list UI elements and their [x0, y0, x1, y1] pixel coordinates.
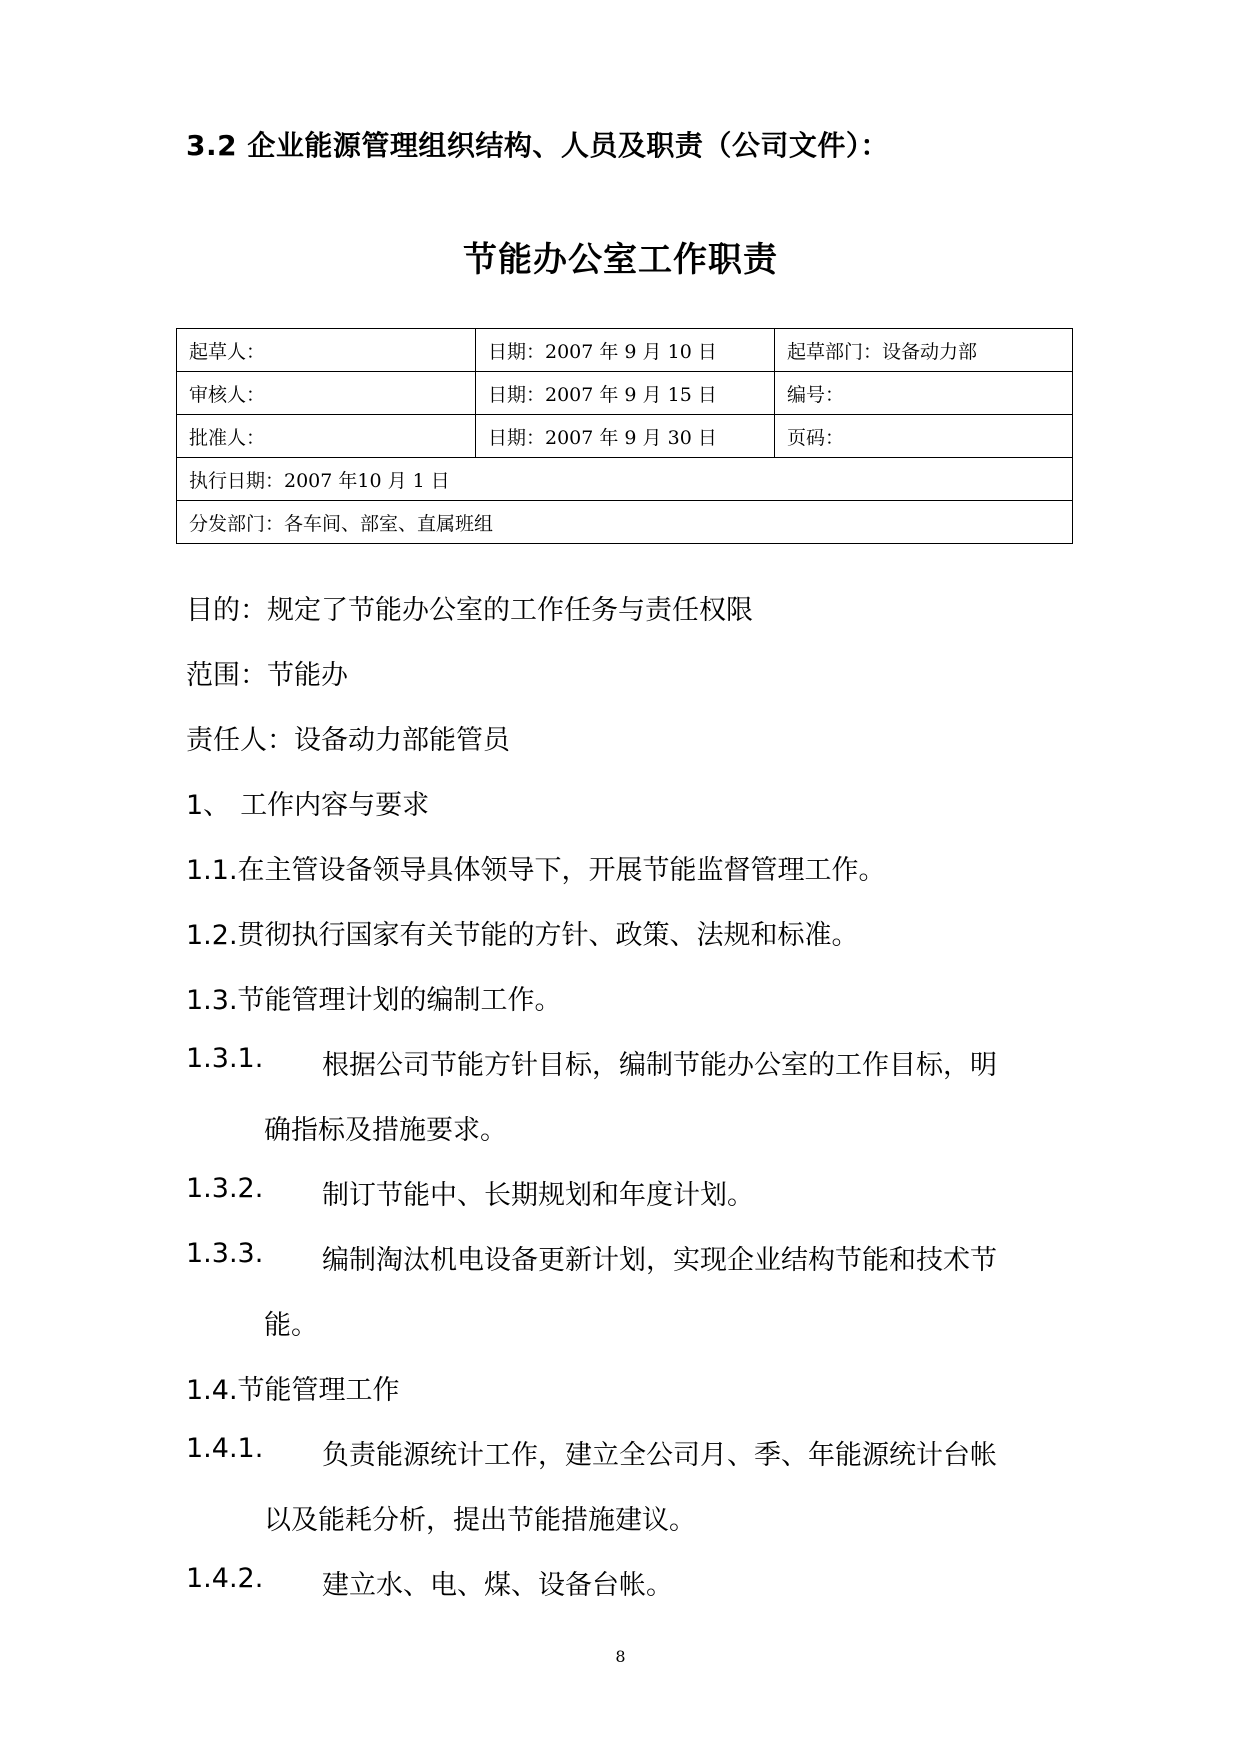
section-1-3-3-text: 编制淘汰机电设备更新计划，实现企业结构节能和技术节 — [322, 1245, 997, 1276]
approve-date-cell: 日期：2007 年 9 月 30 日 — [476, 415, 775, 458]
document-meta-table — [176, 328, 1073, 544]
reviewer-cell: 审核人： — [177, 372, 476, 415]
doc-number-cell: 编号： — [775, 372, 1073, 415]
section-text: 工作内容与要求 — [240, 790, 430, 821]
section-heading: 3.2 企业能源管理组织结构、人员及职责（公司文件）： — [186, 129, 889, 162]
table-row — [177, 415, 1073, 458]
responsible-line: 责任人：设备动力部能管员 — [186, 725, 510, 756]
section-1-3 — [186, 978, 562, 1017]
section-number: 1、 — [186, 790, 231, 821]
section-1-4-1-continuation: 以及能耗分析，提出节能措施建议。 — [264, 1505, 696, 1536]
section-number: 1.3. — [186, 985, 238, 1016]
section-text: 在主管设备领导具体领导下，开展节能监督管理工作。 — [237, 855, 886, 886]
draft-date-cell: 日期：2007 年 9 月 10 日 — [476, 329, 775, 372]
section-1-2 — [186, 913, 859, 952]
section-1-4-2-text: 建立水、电、煤、设备台帐。 — [322, 1570, 673, 1601]
table-row — [177, 458, 1073, 501]
table-row — [177, 329, 1073, 372]
section-1-3-2-text: 制订节能中、长期规划和年度计划。 — [322, 1180, 754, 1211]
section-1-3-1-text: 根据公司节能方针目标，编制节能办公室的工作目标，明 — [322, 1050, 997, 1081]
page-number: 8 — [615, 1647, 626, 1666]
section-1-4-2-number: 1.4.2. — [186, 1563, 264, 1594]
section-1-3-1-continuation: 确指标及措施要求。 — [264, 1115, 507, 1146]
section-number: 1.1. — [186, 855, 238, 886]
table-row — [177, 372, 1073, 415]
draft-dept-cell: 起草部门：设备动力部 — [775, 329, 1073, 372]
section-1-3-2-number: 1.3.2. — [186, 1173, 264, 1204]
document-title: 节能办公室工作职责 — [463, 240, 778, 280]
section-text: 节能管理工作 — [237, 1375, 400, 1406]
review-date-cell: 日期：2007 年 9 月 15 日 — [476, 372, 775, 415]
execution-date-cell: 执行日期：2007 年10 月 1 日 — [177, 458, 1073, 501]
section-1-1 — [186, 848, 886, 887]
table-row — [177, 501, 1073, 544]
section-1-3-3-number: 1.3.3. — [186, 1238, 264, 1269]
section-1-4 — [186, 1368, 400, 1407]
scope-line: 范围：节能办 — [186, 660, 348, 691]
section-number: 1.2. — [186, 920, 238, 951]
section-1-3-1-number: 1.3.1. — [186, 1043, 264, 1074]
purpose-line: 目的：规定了节能办公室的工作任务与责任权限 — [186, 595, 753, 626]
section-text: 贯彻执行国家有关节能的方针、政策、法规和标准。 — [237, 920, 859, 951]
section-1-4-1-text: 负责能源统计工作，建立全公司月、季、年能源统计台帐 — [322, 1440, 997, 1471]
distribution-cell: 分发部门：各车间、部室、直属班组 — [177, 501, 1073, 544]
section-1 — [186, 783, 429, 822]
section-1-4-1-number: 1.4.1. — [186, 1433, 264, 1464]
section-number: 1.4. — [186, 1375, 238, 1406]
approver-cell: 批准人： — [177, 415, 476, 458]
section-text: 节能管理计划的编制工作。 — [237, 985, 562, 1016]
drafter-cell: 起草人： — [177, 329, 476, 372]
section-1-3-3-continuation: 能。 — [264, 1310, 318, 1341]
page-code-cell: 页码： — [775, 415, 1073, 458]
